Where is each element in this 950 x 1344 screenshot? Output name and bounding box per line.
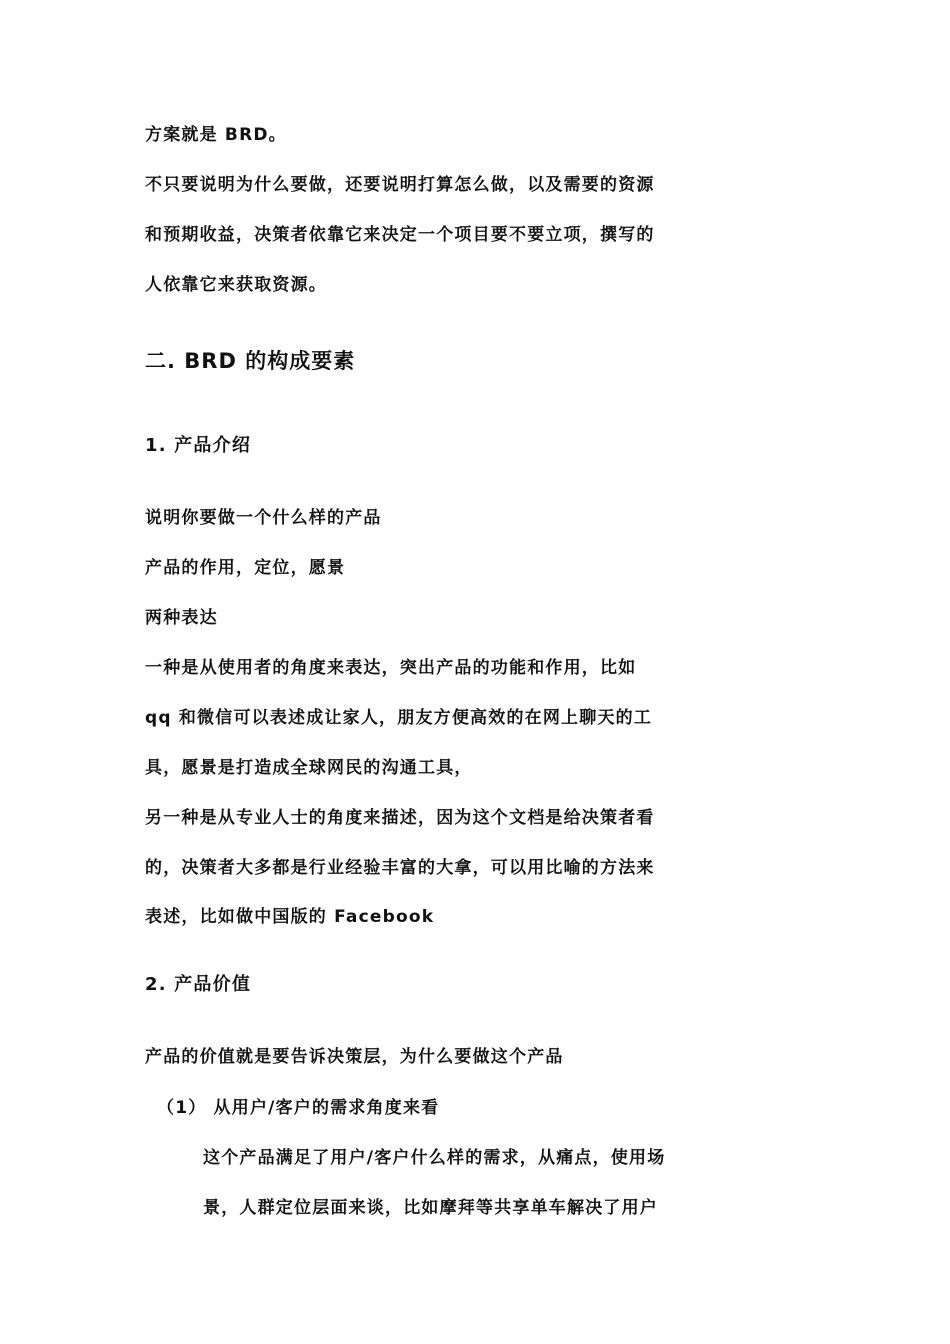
- body-line: 说明你要做一个什么样的产品: [145, 508, 382, 528]
- section-heading: 二. BRD 的构成要素: [145, 349, 356, 373]
- body-line: 另一种是从专业人士的角度来描述，因为这个文档是给决策者看: [145, 808, 655, 828]
- body-line: 两种表达: [145, 608, 218, 628]
- indented-line: 景，人群定位层面来谈，比如摩拜等共享单车解决了用户: [203, 1198, 658, 1218]
- body-line: qq 和微信可以表述成让家人，朋友方便高效的在网上聊天的工: [145, 708, 653, 728]
- subsection-heading: 2. 产品价值: [145, 974, 252, 995]
- body-line: 具，愿景是打造成全球网民的沟通工具，: [145, 758, 473, 778]
- paragraph-line: 人依靠它来获取资源。: [145, 275, 327, 295]
- body-line: 表述，比如做中国版的 Facebook: [145, 907, 435, 927]
- body-line: 的，决策者大多都是行业经验丰富的大拿，可以用比喻的方法来: [145, 858, 655, 878]
- indented-line: 这个产品满足了用户/客户什么样的需求，从痛点，使用场: [203, 1148, 666, 1168]
- paragraph-line: 和预期收益，决策者依靠它来决定一个项目要不要立项，撰写的: [145, 225, 655, 245]
- body-line: 产品的价值就是要告诉决策层，为什么要做这个产品: [145, 1047, 564, 1067]
- list-item-heading: （1） 从用户/客户的需求角度来看: [157, 1098, 440, 1118]
- paragraph-line: 方案就是 BRD。: [145, 125, 287, 145]
- body-line: 一种是从使用者的角度来表达，突出产品的功能和作用，比如: [145, 658, 637, 678]
- body-line: 产品的作用，定位，愿景: [145, 558, 346, 578]
- subsection-heading: 1. 产品介绍: [145, 435, 252, 456]
- paragraph-line: 不只要说明为什么要做，还要说明打算怎么做，以及需要的资源: [145, 175, 655, 195]
